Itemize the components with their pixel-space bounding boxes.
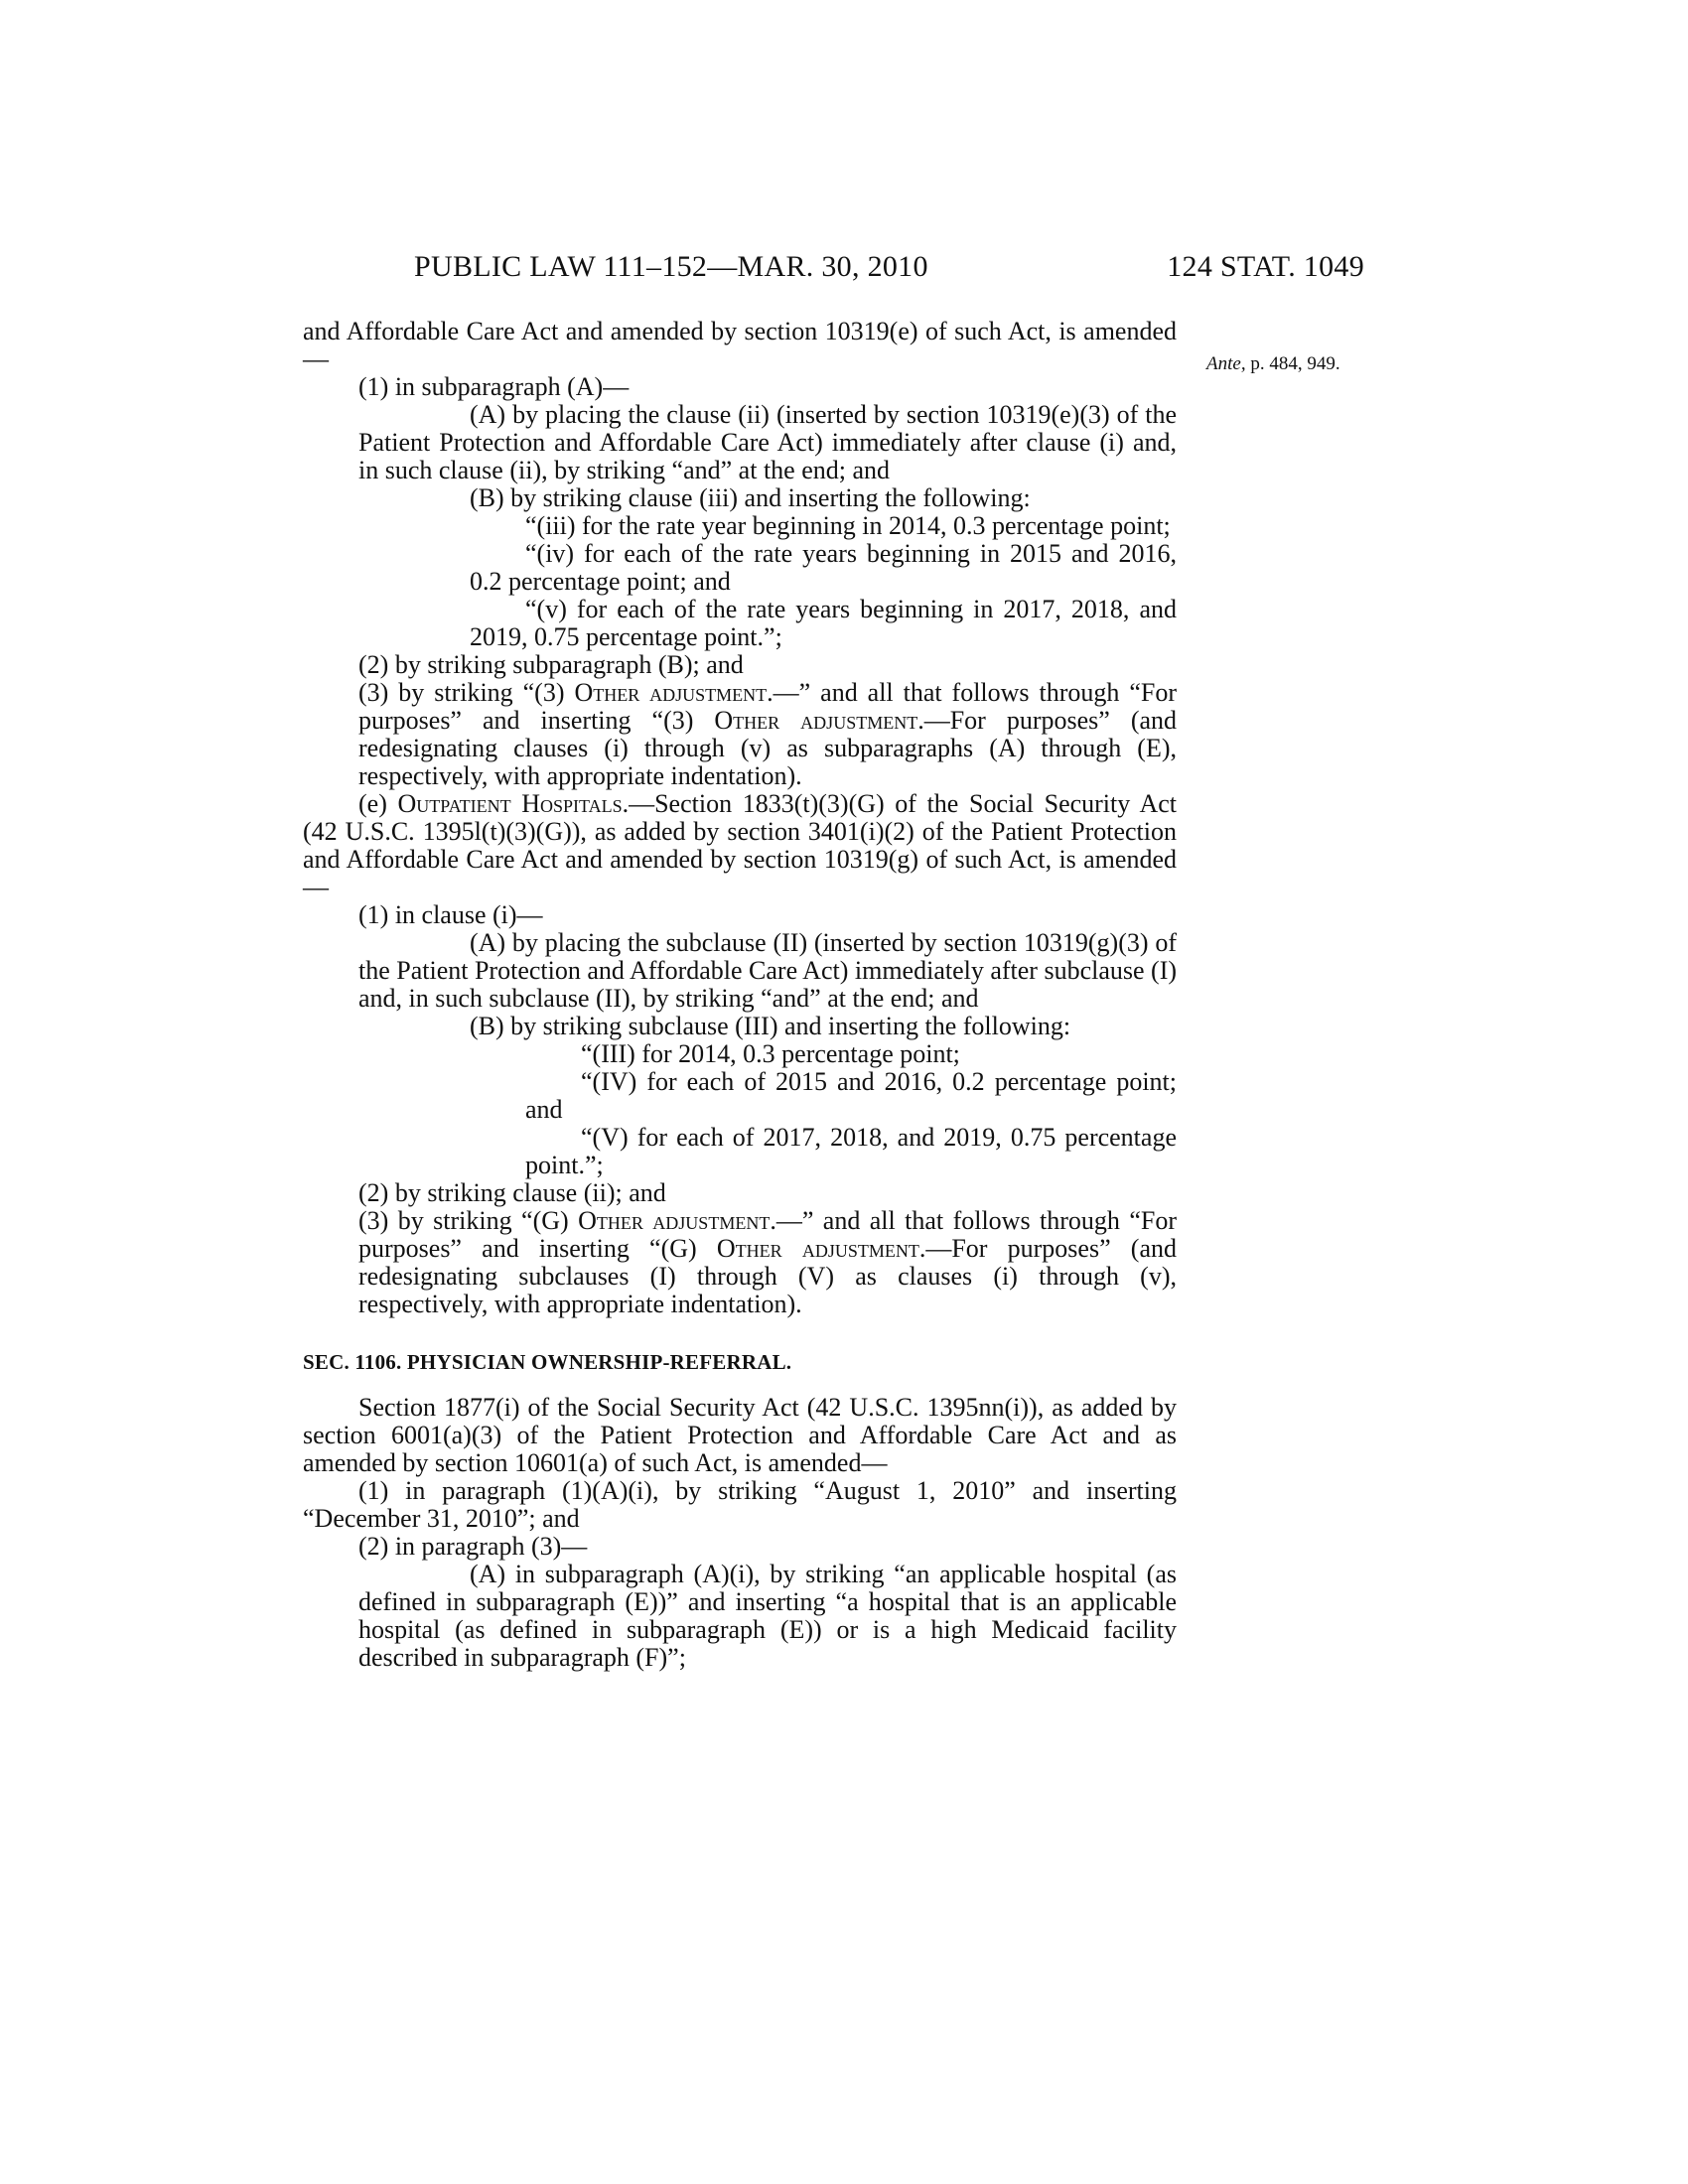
paragraph: (B) by striking clause (iii) and inserting the following:	[470, 483, 1031, 512]
text-run: (3) by striking “(G)	[358, 1206, 579, 1235]
margin-note	[1206, 353, 1340, 375]
text-run: .—” and all that follows through “For purposes” and inserting “(3)	[358, 678, 1177, 735]
paragraph: (A) by placing the subclause (II) (inserted by section 10319(g)(3) of the Patient Protection and Affordable Care Act) immediately after subclause (I) and, in such subclause (II), by striking “and” at the end; and	[358, 928, 1178, 1013]
section-heading: SEC. 1106. PHYSICIAN OWNERSHIP-REFERRAL.	[303, 1350, 792, 1374]
text-run: .—” and all that follows through “For purposes” and inserting “(G)	[358, 1206, 1177, 1263]
header-stat-citation: 124 STAT. 1049	[1167, 250, 1364, 283]
subsection	[303, 790, 1177, 901]
text-run: Other adjustment	[578, 1206, 771, 1235]
paragraph: (1) in clause (i)—	[358, 900, 543, 929]
quoted-clause: “(iii) for the rate year beginning in 2014, 0.3 percentage point;	[525, 511, 1171, 540]
paragraph: (2) by striking clause (ii); and	[358, 1178, 666, 1207]
paragraph: (1) in paragraph (1)(A)(i), by striking “August 1, 2010” and inserting “December 31, 2010”; and	[303, 1476, 1177, 1533]
paragraph: and Affordable Care Act and amended by section 10319(e) of such Act, is amended—	[303, 317, 1177, 373]
quoted-clause: “(III) for 2014, 0.3 percentage point;	[581, 1039, 960, 1068]
paragraph: (2) in paragraph (3)—	[358, 1532, 588, 1561]
paragraph: (1) in subparagraph (A)—	[358, 372, 630, 401]
text-run: .—For purposes” (and redesignating clauses (i) through (v) as subparagraphs (A) through (E), respectively, with appropriate indentation).	[358, 706, 1178, 790]
paragraph: Section 1877(i) of the Social Security Act (42 U.S.C. 1395nn(i)), as added by section 6001(a)(3) of the Patient Protection and Affordable Care Act and as amended by section 10601(a) of such Act, is amended—	[303, 1393, 1177, 1477]
header-title: PUBLIC LAW 111–152—MAR. 30, 2010	[414, 250, 928, 283]
text-run: Other adjustment	[716, 1234, 919, 1263]
text-run: Other adjustment	[574, 678, 768, 707]
quoted-clause: “(V) for each of 2017, 2018, and 2019, 0.75 percentage point.”;	[525, 1123, 1177, 1179]
quoted-clause: “(iv) for each of the rate years beginning in 2015 and 2016, 0.2 percentage point; and	[470, 539, 1177, 596]
quoted-clause: “(v) for each of the rate years beginning in 2017, 2018, and 2019, 0.75 percentage point.”;	[470, 595, 1177, 651]
document-body	[303, 318, 1177, 1672]
paragraph: (A) in subparagraph (A)(i), by striking “an applicable hospital (as defined in subparagraph (E))” and inserting “a hospital that is an applicable hospital (as defined in subparagraph (E)) or is a high Medicaid facility described in subparagraph (F)”;	[358, 1560, 1177, 1672]
paragraph: (2) by striking subparagraph (B); and	[358, 650, 744, 679]
text-run: (e)	[358, 789, 398, 818]
subsection-heading: Outpatient Hospitals	[397, 789, 623, 818]
text-run: .—Section 1833(t)(3)(G) of the Social Security Act (42 U.S.C. 1395l(t)(3)(G)), as added by section 3401(i)(2) of the Patient Protection and Affordable Care Act and amended by section 10319(g) of such Act, is amended—	[303, 789, 1177, 901]
running-header	[414, 250, 1364, 290]
margin-note-ante: Ante,	[1206, 353, 1246, 374]
text-run: (3) by striking “(3)	[358, 678, 575, 707]
paragraph	[303, 679, 1177, 790]
margin-note-pages: p. 484, 949.	[1245, 353, 1340, 374]
paragraph: (B) by striking subclause (III) and inserting the following:	[470, 1012, 1071, 1040]
paragraph: (A) by placing the clause (ii) (inserted by section 10319(e)(3) of the Patient Protection and Affordable Care Act) immediately after clause (i) and, in such clause (ii), by striking “and” at the end; and	[358, 400, 1177, 484]
text-run: Other adjustment	[714, 706, 918, 735]
paragraph	[303, 1207, 1177, 1318]
text-run: .—For purposes” (and redesignating subclauses (I) through (V) as clauses (i) through (v), respectively, with appropriate indentation).	[358, 1234, 1178, 1318]
quoted-clause: “(IV) for each of 2015 and 2016, 0.2 percentage point; and	[525, 1067, 1177, 1124]
